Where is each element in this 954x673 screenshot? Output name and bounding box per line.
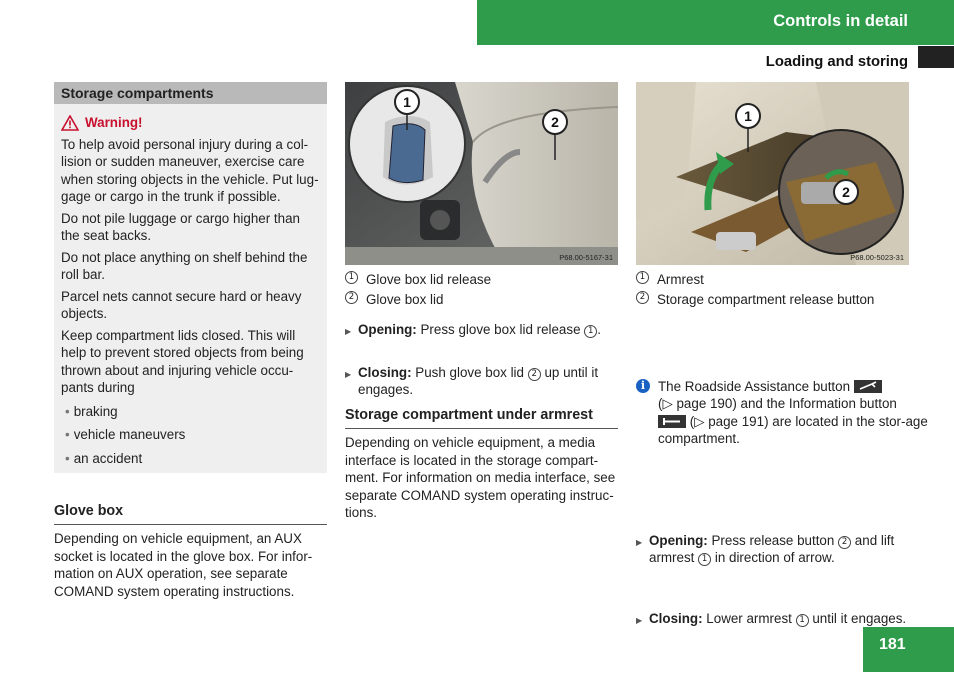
warning-paragraph: Do not place anything on shelf behind the roll bar. [61,249,308,282]
section-marker-tab [918,46,954,68]
section-header-bar [477,0,954,45]
warning-label: Warning! [85,115,143,130]
bullet-item: • vehicle maneuvers [65,427,186,442]
photo-code: P68.00-5167-31 [559,253,613,262]
warning-paragraph: To help avoid personal injury during a col-lision or sudden maneuver, exercise care when storing objects in the vehicle. Put lug-gage or cargo in the trunk if possible. [61,136,319,204]
photo-code: P68.00-5023-31 [850,253,904,262]
info-button-icon [658,415,686,428]
caption-item: 1 Glove box lid release [345,271,491,289]
subsection-title: Loading and storing [765,54,908,70]
warning-triangle-icon [61,115,79,131]
warning-heading [61,114,321,132]
bullet-item: • braking [65,403,118,419]
armrest-section-text: Depending on vehicle equipment, a media interface is located in the storage compart-ment. For information on media interface, see separate COMAND system operating instruc-tions. [345,435,616,520]
glove-box-heading: Glove box [54,503,327,525]
warning-box [54,104,327,473]
warning-paragraph: Do not pile luggage or cargo higher than the seat backs. [61,210,300,243]
info-note: i The Roadside Assistance button (▷ page 190) and the Information button (▷ page 191) are located in the stor-age compartment. [636,378,931,448]
info-icon: i [636,379,650,393]
caption-item: 2 Storage compartment release button [636,291,874,309]
bullet-item: • an accident [65,450,143,466]
svg-text:1: 1 [744,108,752,124]
glove-box-photo [345,82,618,265]
svg-text:1: 1 [403,94,411,110]
storage-compartments-heading: Storage compartments [54,82,327,104]
step-closing: ▶ Closing: Lower armrest 1 until it engages. [636,610,922,628]
step-closing: ▶ Closing: Push glove box lid 2 up until it engages. [345,364,623,399]
wrench-button-icon [854,380,882,393]
step-opening: ▶ Opening: Press glove box lid release 1 . [345,321,631,339]
svg-text:2: 2 [551,114,559,130]
caption-item: 1 Armrest [636,271,704,289]
glove-box-text: Depending on vehicle equipment, an AUX socket is located in the glove box. For infor-mation on AUX operation, see separate COMAND system operating instructions. [54,531,313,599]
svg-text:2: 2 [842,184,850,200]
caption-item: 2 Glove box lid [345,291,443,309]
warning-paragraph: Keep compartment lids closed. This will help to prevent stored objects from being thrown about and injuring vehicle occu-pants during [61,327,304,395]
section-title: Controls in detail [773,12,908,30]
armrest-section-heading: Storage compartment under armrest [345,407,618,429]
warning-paragraph: Parcel nets cannot secure hard or heavy objects. [61,288,302,321]
armrest-photo [636,82,909,265]
page-number-tab [863,627,954,672]
page-number: 181 [879,636,906,653]
step-opening: ▶ Opening: Press release button 2 and lift armrest 1 in direction of arrow. [636,532,922,567]
